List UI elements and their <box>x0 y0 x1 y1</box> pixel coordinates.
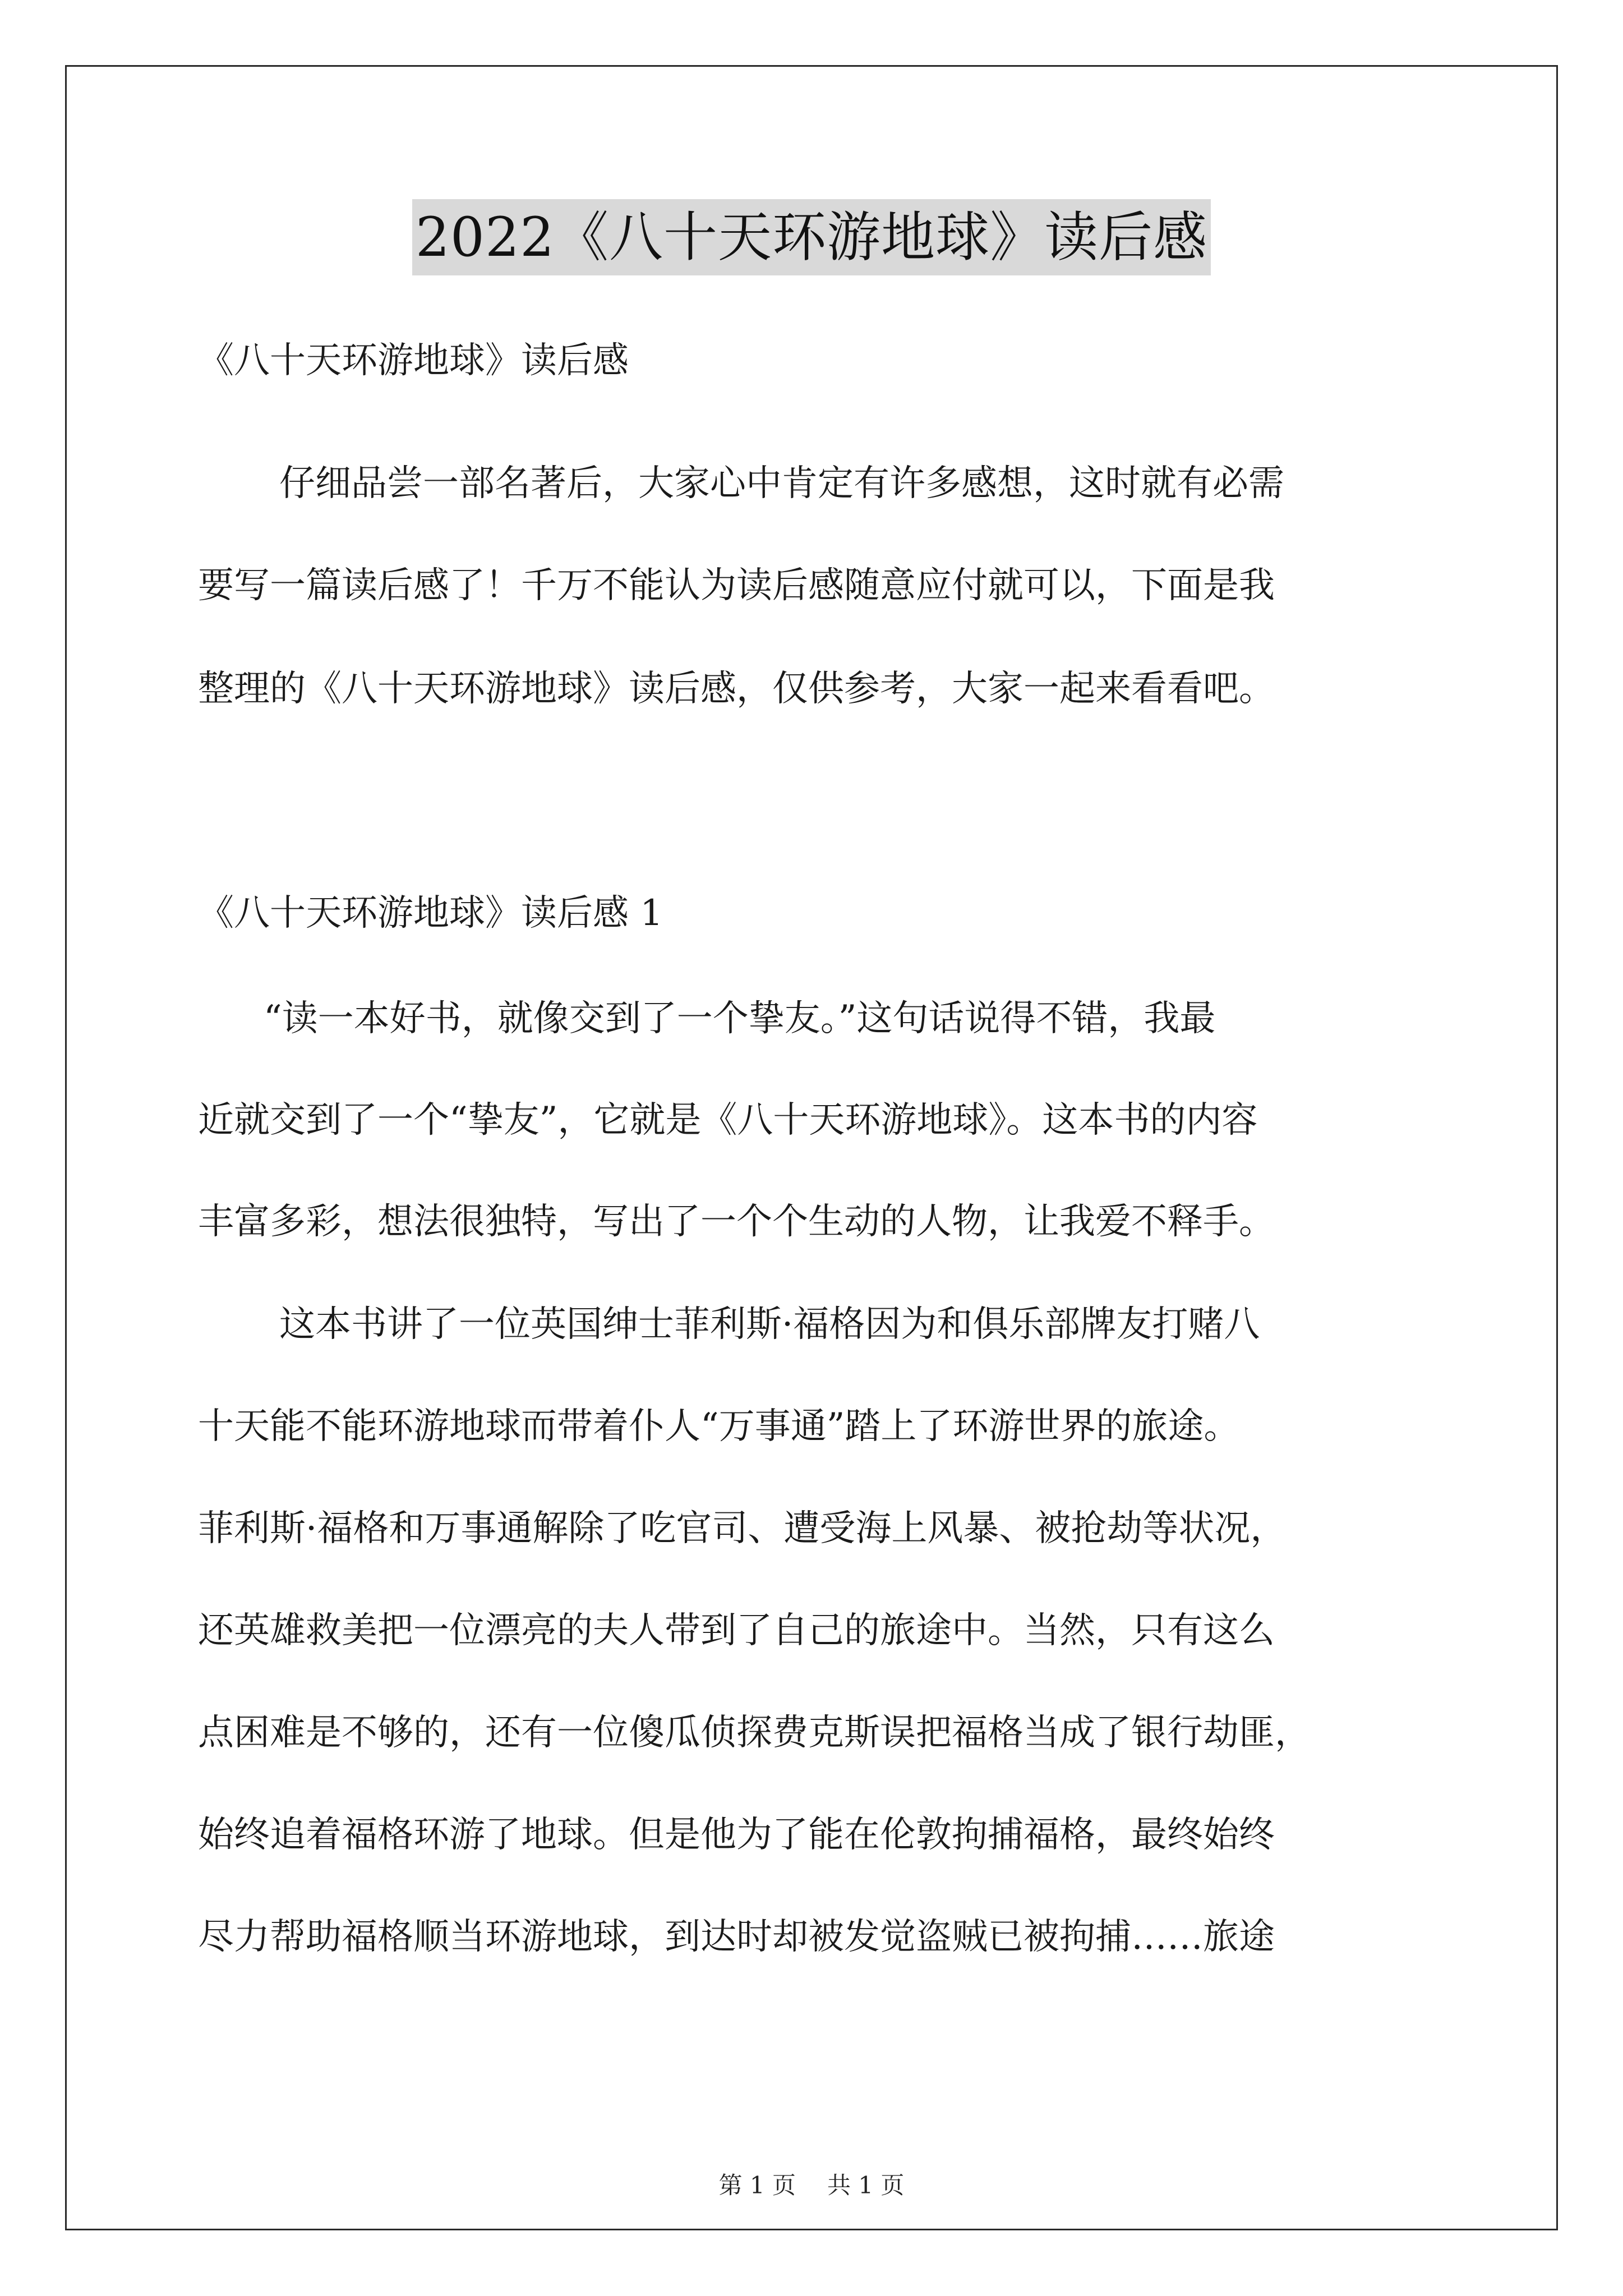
paragraph-line: 菲利斯·福格和万事通解除了吃官司、遭受海上风暴、被抢劫等状况， <box>198 1508 1287 1549</box>
page-footer <box>0 2170 1623 2201</box>
paragraph-line: 尽力帮助福格顺当环游地球，到达时却被发觉盗贼已被拘捕……旅途 <box>198 1916 1275 1958</box>
paragraph-line: 点困难是不够的，还有一位傻瓜侦探费克斯误把福格当成了银行劫匪， <box>198 1712 1311 1754</box>
paragraph-line: 近就交到了一个“挚友”，它就是《八十天环游地球》。这本书的内容 <box>198 1099 1258 1141</box>
page-total: 共 1 页 <box>827 2171 905 2199</box>
paragraph-line: 整理的《八十天环游地球》读后感，仅供参考，大家一起来看看吧。 <box>198 668 1275 710</box>
paragraph-line: 要写一篇读后感了！千万不能认为读后感随意应付就可以，下面是我 <box>198 565 1275 606</box>
paragraph-line: 丰富多彩，想法很独特，写出了一个个生动的人物，让我爱不释手。 <box>198 1201 1275 1243</box>
paragraph-line: 还英雄救美把一位漂亮的夫人带到了自己的旅途中。当然，只有这么 <box>198 1610 1275 1651</box>
title-container <box>0 199 1623 275</box>
paragraph-line: 这本书讲了一位英国绅士菲利斯·福格因为和俱乐部牌友打赌八 <box>279 1304 1260 1345</box>
paragraph-line: 始终追着福格环游了地球。但是他为了能在伦敦拘捕福格，最终始终 <box>198 1814 1275 1856</box>
paragraph-line: 十天能不能环游地球而带着仆人“万事通”踏上了环游世界的旅途。 <box>198 1406 1240 1447</box>
paragraph-line: “读一本好书，就像交到了一个挚友。”这句话说得不错，我最 <box>264 998 1216 1039</box>
paragraph-line: 仔细品尝一部名著后，大家心中肯定有许多感想，这时就有必需 <box>279 463 1284 504</box>
section-heading: 《八十天环游地球》读后感 1 <box>198 892 663 934</box>
page-number: 第 1 页 <box>718 2171 796 2199</box>
section-heading: 《八十天环游地球》读后感 <box>198 340 629 381</box>
document-title: 2022《八十天环游地球》读后感 <box>412 199 1211 275</box>
page-border <box>65 65 1558 2230</box>
